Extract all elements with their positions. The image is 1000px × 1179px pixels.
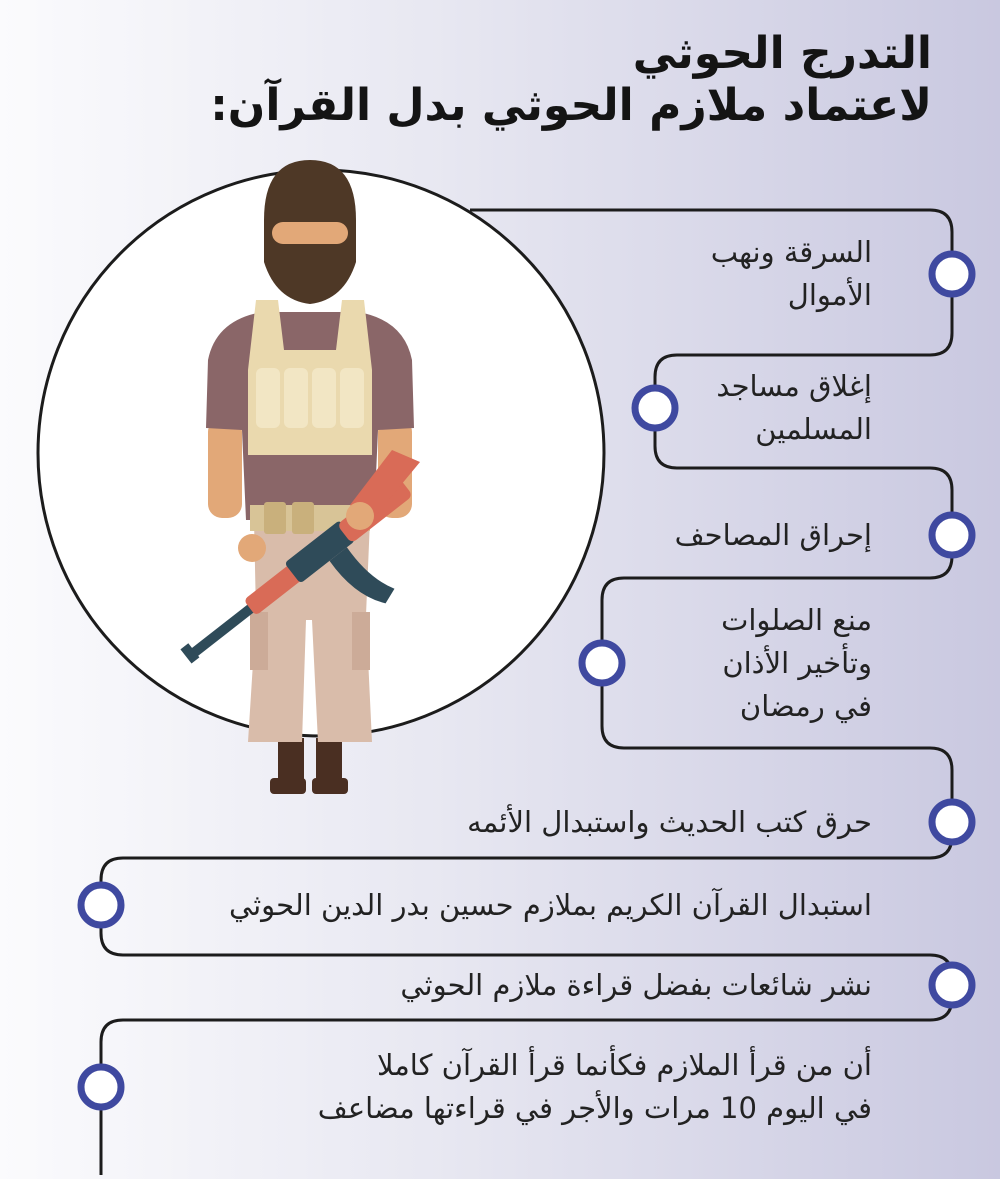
timeline-step-text: استبدال القرآن الكريم بملازم حسين بدر الدين الحوثي xyxy=(228,887,872,922)
title-line-2: لاعتماد ملازم الحوثي بدل القرآن: xyxy=(210,80,932,131)
timeline-step-4 xyxy=(721,599,872,728)
timeline-step-text: وتأخير الأذان xyxy=(722,645,872,680)
timeline-step-7 xyxy=(400,964,872,1007)
timeline-step-6 xyxy=(229,884,872,927)
timeline-step-8 xyxy=(318,1044,872,1130)
timeline-step-text: في اليوم 10 مرات والأجر في قراءتها مضاعف xyxy=(317,1091,872,1125)
timeline-step-text: السرقة ونهب xyxy=(710,235,872,269)
title-line-1: التدرج الحوثي xyxy=(632,28,932,79)
timeline-step-text: في رمضان xyxy=(739,688,872,723)
timeline-step-text: منع الصلوات xyxy=(721,602,872,637)
timeline-step-5 xyxy=(467,801,872,844)
timeline-step-text: الأموال xyxy=(787,278,872,312)
timeline-step-text: نشر شائعات بفضل قراءة ملازم الحوثي xyxy=(400,967,872,1002)
timeline-step-text: إغلاق مساجد xyxy=(716,369,872,403)
timeline-step-text: إحراق المصاحف xyxy=(674,517,872,552)
timeline-step-text: حرق كتب الحديث واستبدال الأئمه xyxy=(467,804,872,839)
timeline-step-text: أن من قرأ الملازم فكأنما قرأ القرآن كاملا xyxy=(376,1048,872,1082)
timeline-step-2 xyxy=(716,365,872,451)
timeline-step-text: المسلمين xyxy=(755,412,872,446)
timeline-step-1 xyxy=(711,231,872,317)
timeline-step-3 xyxy=(675,514,872,557)
